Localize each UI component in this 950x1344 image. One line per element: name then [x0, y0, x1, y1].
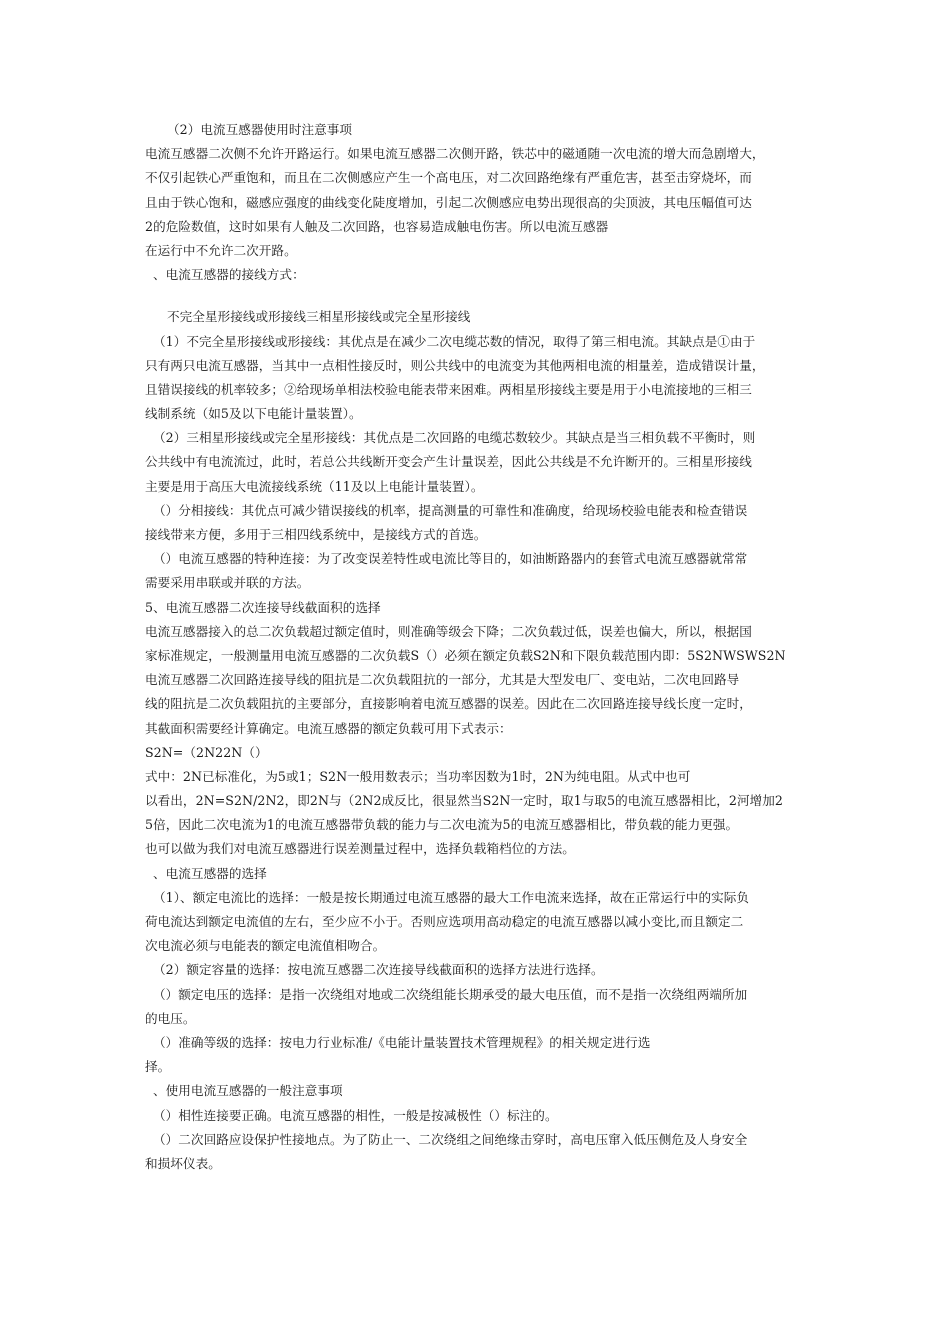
paragraph-line: 线制系统（如5及以下电能计量装置）。: [145, 406, 362, 422]
section-heading: （2）电流互感器使用时注意事项: [167, 122, 353, 137]
paragraph-line: （2）额定容量的选择：按电流互感器二次连接导线截面积的选择方法进行选择。: [153, 962, 604, 978]
paragraph-line: 5倍，因此二次电流为1的电流互感器带负载的能力与二次电流为5的电流互感器相比，带负载的能力更强。: [145, 817, 739, 833]
paragraph-line: 主要是用于高压大电流接线系统（11及以上电能计量装置）。: [145, 478, 484, 494]
paragraph-line: 电流互感器二次侧不允许开路运行。如果电流互感器二次侧开路，铁芯中的磁通随一次电流的增大而急剧增大，: [145, 146, 765, 162]
paragraph-line: 不仅引起铁心严重饱和，而且在二次侧感应产生一个高电压，对二次回路绝缘有严重危害，甚至击穿烧坏，而: [145, 170, 752, 186]
paragraph-line: 以看出，2N=S2N/2N2，即2N与（2N2成反比，很显然当S2N一定时，取1与取5的电流互感器相比，2河增加2: [145, 793, 783, 809]
paragraph-line: 的电压。: [145, 1010, 196, 1026]
paragraph-line: （1）不完全星形接线或形接线：其优点是在减少二次电缆芯数的情况，取得了第三相电流。其缺点是①由于: [153, 333, 756, 349]
paragraph-line: 2的危险数值，这时如果有人触及二次回路，也容易造成触电伤害。所以电流互感器: [145, 218, 609, 234]
paragraph-line: 也可以做为我们对电流互感器进行误差测量过程中，选择负载箱档位的方法。: [145, 841, 575, 857]
paragraph-line: 公共线中有电流流过，此时，若总公共线断开变会产生计量误差，因此公共线是不允许断开的。三相星形接线: [145, 454, 752, 470]
paragraph-line: 家标准规定，一般测量用电流互感器的二次负载S（）必须在额定负载S2N和下限负载范围内即：5S2NWSWS2N: [145, 647, 786, 663]
section-heading: 、使用电流互感器的一般注意事项: [153, 1083, 343, 1099]
diagram-caption: 不完全星形接线或形接线三相星形接线或完全星形接线: [167, 309, 471, 325]
paragraph-line: （2）三相星形接线或完全星形接线：其优点是二次回路的电缆芯数较少。其缺点是当三相负载不平衡时，则: [153, 430, 756, 446]
document-page: [145, 118, 825, 1176]
paragraph-line: 只有两只电流互感器，当其中一点相性接反时，则公共线中的电流变为其他两相电流的相量差，造成错误计量，: [145, 357, 765, 373]
paragraph-line: 其截面积需要经计算确定。电流互感器的额定负载可用下式表示：: [145, 720, 512, 736]
paragraph-line: 和损坏仪表。: [145, 1155, 221, 1171]
paragraph-line: 电流互感器接入的总二次负载超过额定值时，则准确等级会下降；二次负载过低，误差也偏大，所以，根据国: [145, 623, 752, 639]
paragraph-line: （）额定电压的选择：是指一次绕组对地或二次绕组能长期承受的最大电压值，而不是指一次绕组两端所加: [153, 986, 748, 1002]
paragraph-line: 荷电流达到额定电流值的左右，至少应不小于。否则应选项用高动稳定的电流互感器以减小变比,而且额定二: [145, 914, 744, 929]
paragraph-line: （）相性连接要正确。电流互感器的相性，一般是按减极性（）标注的。: [153, 1107, 558, 1123]
paragraph-line: 且由于铁心饱和，磁感应强度的曲线变化陡度增加，引起二次侧感应电势出现很高的尖顶波，其电压幅值可达: [145, 194, 752, 210]
paragraph-line: 择。: [145, 1059, 171, 1075]
paragraph-line: （）电流互感器的特种连接：为了改变误差特性或电流比等目的，如油断路器内的套管式电流互感器就常常: [153, 551, 748, 567]
paragraph-line: 电流互感器二次回路连接导线的阻抗是二次负载阻抗的一部分，尤其是大型发电厂、变电站，二次电回路导: [145, 672, 740, 688]
paragraph-line: 次电流必须与电能表的额定电流值相吻合。: [145, 938, 386, 954]
section-heading: 5、电流互感器二次连接导线截面积的选择: [145, 599, 381, 615]
section-heading: 、电流互感器的接线方式：: [153, 267, 305, 283]
paragraph-line: （）二次回路应设保护性接地点。为了防止一、二次绕组之间绝缘击穿时，高电压窜入低压侧危及人身安全: [153, 1131, 748, 1147]
paragraph-line: 且错误接线的机率较多；②给现场单相法校验电能表带来困难。两相星形接线主要是用于小电流接地的三相三: [145, 381, 752, 397]
paragraph-line: 接线带来方便，多用于三相四线系统中，是接线方式的首选。: [145, 527, 487, 542]
paragraph-line: 式中：2N已标准化，为5或1；S2N一般用数表示；当功率因数为1时，2N为纯电阻。从式中也可: [145, 768, 691, 784]
paragraph-line: 线的阻抗是二次负载阻抗的主要部分，直接影响着电流互感器的误差。因此在二次回路连接导线长度一定时，: [145, 696, 752, 712]
paragraph-line: （）分相接线：其优点可减少错误接线的机率，提高测量的可靠性和准确度，给现场校验电能表和检查错误: [153, 502, 748, 518]
paragraph-line: 在运行中不允许二次开路。: [145, 242, 297, 258]
paragraph-line: 需要采用串联或并联的方法。: [145, 575, 310, 591]
paragraph-line: （1）、额定电流比的选择：一般是按长期通过电流互感器的最大工作电流来选择，故在正常运行中的实际负: [153, 889, 750, 905]
formula-line: S2N=（2N22N（）: [145, 744, 268, 760]
spacer: [145, 287, 825, 305]
section-heading: 、电流互感器的选择: [153, 865, 267, 881]
paragraph-line: （）准确等级的选择：按电力行业标准/《电能计量装置技术管理规程》的相关规定进行选: [153, 1034, 651, 1050]
